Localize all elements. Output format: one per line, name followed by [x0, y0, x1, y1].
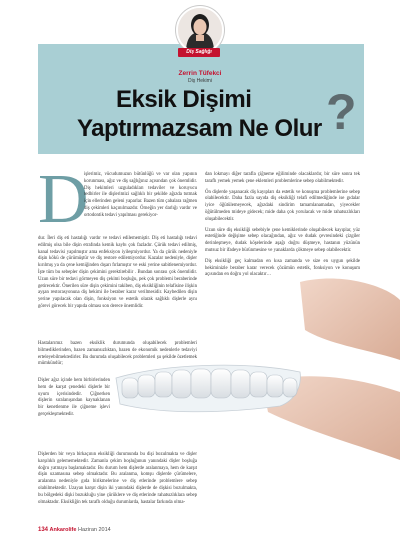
issue-date: Haziran 2014: [77, 527, 111, 533]
body-paragraph: dur. İleri diş eti hastalığı vardır ve tedavi edilememiştir. Diş eti hastalığı tedavi edilmiş olsa bile dişin etrafında kemik kaybı çok fazladır. Çürük tedavi edilmiş, kanal tedavisi yapılmıştır ama enfeksiyon iyileşmiyordur. Ya da çürük nedeniyle dişin kökü de çürümüştür ve diş restore edilemiyordur. Kazalar nedeniyle, dişler kırılmış ya da çene kemiğinden dışarı fırlamıştır ve eski yerine sabitlenemiyordur. İşte tüm bu sebepler dişin çekimini gerektirebilir . Bundan sonrası çok önemlidir. Uzun süre bir tedavi görmeyen diş çekimi boşluğu, pek çok problemi beraberinde getirecektir. Önerilen süre dişin çekimini takiben, diş eksikliğinin telafisine ilişkin ayşan restorasyonuna diş hekimi ile beraber karar verilmesidir. Kaybedilen dişin yerine yapılacak olan dişin, fonksiyon ve estetik olarak sağlıklı dişlerle aynı görevi görecek bir yapıda olması son derece önemlidir.: [38, 236, 197, 309]
drop-cap: D: [38, 161, 89, 238]
body-paragraph: dan lokmayı diğer tarafla çiğneme eğiliminde olacaklardır, bir süre sonra tek taraflı yemek yemek çene eklemleri problemlerine sebep olabilmektedir.: [205, 172, 360, 184]
author-name: Zerrin Tüfekci: [178, 70, 222, 77]
page-number: 134: [38, 527, 49, 533]
body-paragraph: Diş eksikliği geç kalmadan en kısa zamanda ve size en uygun şekilde hekiminizle beraber karar verecek çözümün estetik, fonksiyon ve konuşum açısından en doğru yol olacaktır…: [205, 258, 360, 278]
author-role: Diş Hekimi: [188, 78, 212, 84]
body-paragraph: Dişlerden bir veya birkaçının eksikliği durumunda bu dişi bozulmakta ve dişler karşılıklı gelememektedir. Zamanla çekim boşluğunun yanındaki dişler boşluğa doğru yatmaya başlamaktadır. Bu durum hem dişlerde aralanmaya, hem de karşıt dişin uzamasına sebep olmaktadır. Bu aralanma, komşu dişlerde çürümelere, aralanma nedeniyle gıda birikmelerine ve diş etlerinde problemlere sebep olabilmektedir. Uzayan karşıt dişin iki yanındaki dişlerde de dişkisi bozulmakta, bu bölgedeki dişki bozukluğu yine çürüklere ve diş etlerinde rahatsızlıklara sebep olmaktadır. Eksikliğin tek taraflı olduğu durumlarda, hastalar farkında olma-: [38, 452, 197, 505]
question-mark: ?: [326, 84, 357, 140]
body-paragraph: Ön dişlerde yaşanacak diş kayıpları da estetik ve konuşma problemlerine sebep olabilecektir. Daha fazla sayıda diş eksikliği telafi edilmediğinde ise gıdalar iyice öğütülemeyecek, ağızdaki sindirim tamamlanamadan, yiyecekler öğütülmeden mideye gidecek; mide daha çok yorulacak ve mide rahatsızlıkları oluşabilecektir.: [205, 189, 360, 222]
body-paragraph: Hastalarımız bazen eksiklik durumunda oluşabilecek problemleri bilmediklerinden, bazen zamansızlıktan, bazen de ekonomik nedenlerle tedaviyi erteleyebilmektedirler. Bu durumda oluşabilecek problemleri şu şekilde özetlemek mümkündür;: [38, 341, 197, 367]
body-paragraph: Dişler ağız içinde hem birbirlerinden hem de karşıt çenedeki dişlerle bir uyum içerisindedir. Çiğnerken dişlerin sıralanışından kaynaklanan bir kenetlenme ile çiğneme işlevi gerçekleşmektedir.: [38, 378, 110, 417]
article-title-line2: Yaptırmazsam Ne Olur: [77, 115, 322, 142]
magazine-brand: Ankarolife: [49, 527, 77, 533]
body-paragraph: Uzun süre diş eksikliği sebebiyle çene kemiklerinde oluşabilecek kayıplar, yüz estetiğinde değişime sebep olacağından, ağız ve dudak çevresindeki çizgiler derinleşmeye, dudak köşelerinde aşağı doğru düşmeye, hastanın yüzünün mutsuz bir ifadeye bürünmesine ve yanaklarda çökmeye sebep olabilecektir.: [205, 227, 360, 253]
page-footer: [38, 527, 111, 533]
article-title-line1: Eksik Dişimi: [116, 86, 252, 113]
category-ribbon: Diş Sağlığı: [178, 48, 220, 57]
body-paragraph: işlerimiz, vücudumuzun bütünlüğü ve var olan yapının korunması, ağız ve diş sağlığınız açısından çok önemlidir. Diş hekimleri uzguladıkları tedaviler ve koruyucu tedbirler ile dişlerimizi sağlıklı bir şekilde ağızda tutmak için ellerinden geleni yaparlar. Bazen tüm çabalara rağmen diş çekimleri kaçınılmazdır. Örneğin yer darlığı vardır ve ortodontik tedavi yapılması gerekiyor-: [84, 172, 197, 218]
